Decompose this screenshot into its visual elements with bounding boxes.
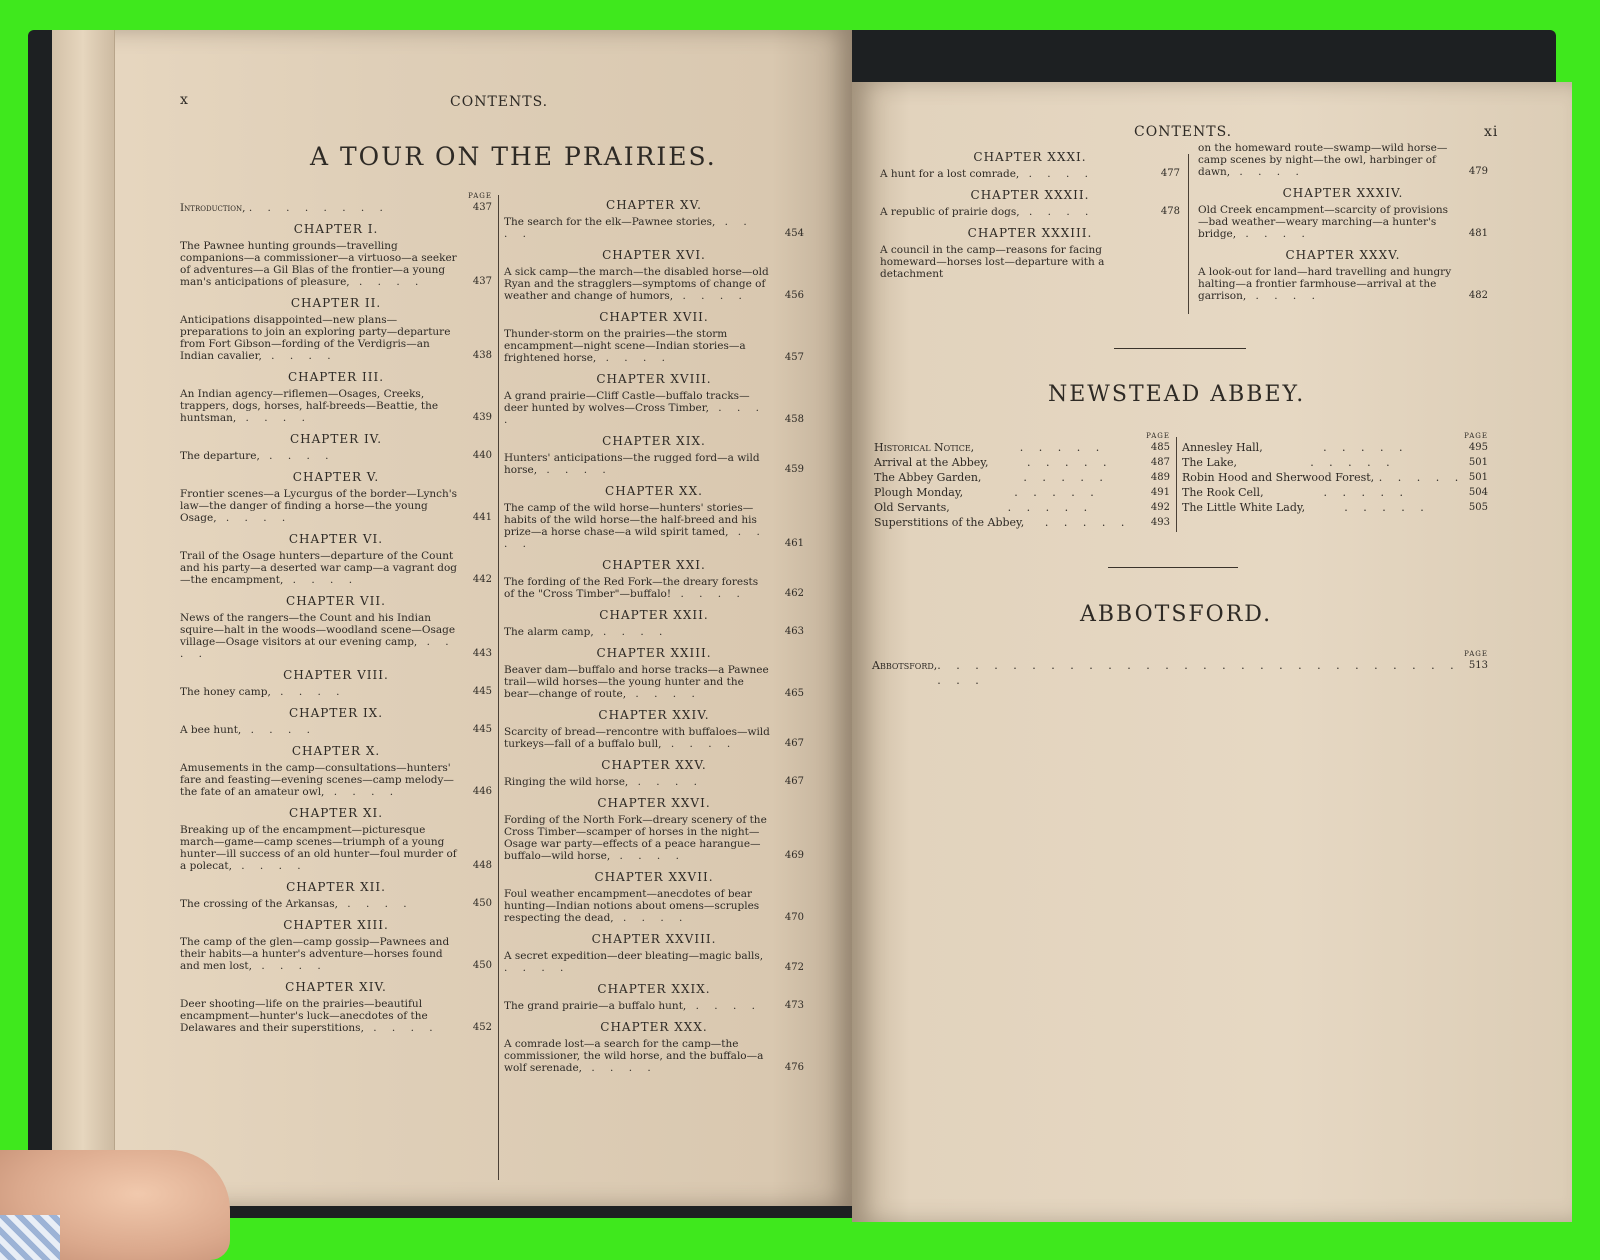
entry-label: Historical Notice, xyxy=(874,441,975,454)
chapter-entry xyxy=(180,669,492,698)
page-ref: 458 xyxy=(784,414,804,425)
chapter-entry xyxy=(180,881,492,910)
summary-text: News of the rangers—the Count and his Indian squire—halt in the woods—woodland scene—Osage village—Osage visitors at our evening camp, xyxy=(180,612,456,648)
chapter-heading: CHAPTER XXXIV. xyxy=(1282,186,1404,200)
chapter-summary: The camp of the wild horse—hunters' stories—habits of the wild horse—the half-breed and his prize—a horse chase—a wild spirit tamed, . . . . 461 xyxy=(504,502,804,550)
section-rule-1 xyxy=(1114,348,1246,349)
intro-entry: Introduction, . . . . . . . . 437 xyxy=(180,202,492,214)
summary-text: A hunt for a lost comrade, xyxy=(880,168,1020,180)
page-ref: 478 xyxy=(1160,206,1180,217)
page-ref: 456 xyxy=(784,290,804,301)
contents-column-1 xyxy=(180,190,492,1034)
chapter-heading: CHAPTER XXI. xyxy=(602,558,706,572)
chapter-heading: CHAPTER XIX. xyxy=(602,434,706,448)
chapter-summary: A bee hunt, . . . . 445 xyxy=(180,724,492,736)
summary-text: Trail of the Osage hunters—departure of the Count and his party—a deserted war camp—a vagrant dog—the encampment, xyxy=(180,550,458,586)
chapter-summary: The Pawnee hunting grounds—travelling companions—a commissioner—a virtuoso—a seeker of adventures—a Gil Blas of the frontier—a young man's anticipations of pleasure, . . . . 437 xyxy=(180,240,492,288)
page-edges xyxy=(52,30,115,1206)
entry-label: Plough Monday, xyxy=(874,486,964,499)
chapter-heading: CHAPTER XXXI. xyxy=(973,150,1087,164)
index-entry: The Lake, . . . . . 501 xyxy=(1182,456,1488,469)
page-ref: 450 xyxy=(472,898,492,909)
summary-text: Deer shooting—life on the prairies—beautiful encampment—hunter's luck—anecdotes of the Delawares and their superstitions, xyxy=(180,998,428,1034)
chapter-summary: News of the rangers—the Count and his Indian squire—halt in the woods—woodland scene—Osage village—Osage visitors at our evening camp, . . . . 443 xyxy=(180,612,492,660)
chapter-heading: CHAPTER VIII. xyxy=(283,668,389,682)
intro-label: Introduction, xyxy=(180,202,246,214)
column-divider-right xyxy=(1188,154,1189,314)
summary-text: Thunder-storm on the prairies—the storm encampment—night scene—Indian stories—a frightened horse, xyxy=(504,328,746,364)
entry-page: 513 xyxy=(1468,660,1488,671)
contents-column-3 xyxy=(880,142,1180,280)
chapter-summary: A hunt for a lost comrade, . . . . 477 xyxy=(880,168,1180,180)
chapter-summary: Thunder-storm on the prairies—the storm encampment—night scene—Indian stories—a frightened horse, . . . . 457 xyxy=(504,328,804,364)
page-ref: 445 xyxy=(472,724,492,735)
page-ref: 461 xyxy=(784,538,804,549)
entry-page: 492 xyxy=(1150,502,1170,513)
page-ref: 482 xyxy=(1468,290,1488,301)
entry-page: 501 xyxy=(1468,457,1488,468)
chapter-summary: Anticipations disappointed—new plans—preparations to join an exploring party—departure from Fort Gibson—fording of the Verdigris—an Indian cavalier, . . . . 438 xyxy=(180,314,492,362)
chapter-entry xyxy=(504,797,804,862)
chapter-entry xyxy=(180,707,492,736)
chapter-summary: Old Creek encampment—scarcity of provisions—bad weather—weary marching—a hunter's bridge, . . . . 481 xyxy=(1198,204,1488,240)
chapter-entry xyxy=(180,919,492,972)
chapter-summary: An Indian agency—riflemen—Osages, Creeks, trappers, dogs, horses, half-breeds—Beattie, the huntsman, . . . . 439 xyxy=(180,388,492,424)
column-divider xyxy=(498,195,499,1180)
newstead-left-list xyxy=(874,432,1170,530)
chapter-heading: CHAPTER IX. xyxy=(288,706,384,720)
index-entry: Superstitions of the Abbey, . . . . . 493 xyxy=(874,516,1170,529)
page-ref: 476 xyxy=(784,1062,804,1073)
chapter-heading: CHAPTER XXV. xyxy=(601,758,707,772)
entry-label: Abbotsford, xyxy=(872,659,938,672)
entry-label: Arrival at the Abbey, xyxy=(874,456,989,469)
newstead-divider xyxy=(1176,437,1177,532)
left-page xyxy=(52,30,852,1206)
chapter-entry xyxy=(180,433,492,462)
chapter-summary: Ringing the wild horse, . . . . 467 xyxy=(504,776,804,788)
entry-page: 505 xyxy=(1468,502,1488,513)
chapter-entry xyxy=(504,559,804,600)
page-ref: 457 xyxy=(784,352,804,363)
page-ref: 443 xyxy=(472,648,492,659)
chapter-entry xyxy=(504,709,804,750)
chapter-summary: Foul weather encampment—anecdotes of bear hunting—Indian notions about omens—scruples respecting the dead, . . . . 470 xyxy=(504,888,804,924)
page-ref: 445 xyxy=(472,686,492,697)
chapter-summary: A comrade lost—a search for the camp—the commissioner, the wild horse, and the buffalo—a wolf serenade, . . . . 476 xyxy=(504,1038,804,1074)
chapter-summary: The honey camp, . . . . 445 xyxy=(180,686,492,698)
page-ref: 459 xyxy=(784,464,804,475)
page-ref: 473 xyxy=(784,1000,804,1011)
summary-text: Foul weather encampment—anecdotes of bear hunting—Indian notions about omens—scruples respecting the dead, xyxy=(504,888,760,924)
chapter-entry xyxy=(504,1021,804,1074)
entry-label: The Rook Cell, xyxy=(1182,486,1264,499)
chapter-summary: Scarcity of bread—rencontre with buffaloes—wild turkeys—fall of a buffalo bull, . . . . 467 xyxy=(504,726,804,750)
chapter-summary xyxy=(880,244,1180,280)
right-page xyxy=(852,82,1572,1222)
summary-text: The honey camp, xyxy=(180,686,271,698)
chapter-entry xyxy=(880,189,1180,218)
page-ref: 469 xyxy=(784,850,804,861)
section-title: A TOUR ON THE PRAIRIES. xyxy=(310,142,717,171)
summary-text: The fording of the Red Fork—the dreary forests of the "Cross Timber"—buffalo! xyxy=(504,576,759,600)
chapter-summary: The grand prairie—a buffalo hunt, . . . . 473 xyxy=(504,1000,804,1012)
chapter-entry xyxy=(504,609,804,638)
index-entry: The Little White Lady, . . . . . 505 xyxy=(1182,501,1488,514)
chapter-heading: CHAPTER II. xyxy=(290,296,382,310)
chapter-list-3 xyxy=(880,151,1180,280)
chapter-heading: CHAPTER XXIX. xyxy=(597,982,711,996)
page-ref: 452 xyxy=(472,1022,492,1033)
page-ref: 450 xyxy=(472,960,492,971)
entry-label: The Lake, xyxy=(1182,456,1237,469)
chapter-heading: CHAPTER V. xyxy=(292,470,380,484)
chapter-heading: CHAPTER XVI. xyxy=(602,248,706,262)
index-entry: Robin Hood and Sherwood Forest, . . . . . 501 xyxy=(1182,471,1488,484)
chapter-heading: CHAPTER XXXIII. xyxy=(967,226,1093,240)
running-head-right: CONTENTS. xyxy=(1134,124,1233,140)
entry-label: The Abbey Garden, xyxy=(874,471,982,484)
summary-text: Hunters' anticipations—the rugged ford—a wild horse, xyxy=(504,452,760,476)
chapter-summary: on the homeward route—swamp—wild horse—camp scenes by night—the owl, harbinger of dawn, . . . . 479 xyxy=(1198,142,1488,178)
page-ref: 481 xyxy=(1468,228,1488,239)
running-head: CONTENTS. xyxy=(450,94,549,110)
index-entry: Plough Monday, . . . . . 491 xyxy=(874,486,1170,499)
chapter-summary: Amusements in the camp—consultations—hunters' fare and feasting—evening scenes—camp melody—the fate of an amateur owl, . . . . 446 xyxy=(180,762,492,798)
entry-page: 501 xyxy=(1468,472,1488,483)
summary-text: Amusements in the camp—consultations—hunters' fare and feasting—evening scenes—camp melody—the fate of an amateur owl, xyxy=(180,762,454,798)
chapter-entry xyxy=(504,871,804,924)
chapter-summary: The departure, . . . . 440 xyxy=(180,450,492,462)
chapter-heading: CHAPTER XXXII. xyxy=(970,188,1090,202)
contents-column-2 xyxy=(504,190,804,1074)
section-rule-2 xyxy=(1108,567,1238,568)
chapter-heading: CHAPTER I. xyxy=(293,222,379,236)
chapter-heading: CHAPTER XXVIII. xyxy=(591,932,717,946)
chapter-entry xyxy=(880,227,1180,280)
chapter-entry xyxy=(180,533,492,586)
page-ref: 467 xyxy=(784,776,804,787)
index-entry: Old Servants, . . . . . 492 xyxy=(874,501,1170,514)
chapter-summary: Deer shooting—life on the prairies—beautiful encampment—hunter's luck—anecdotes of the Delawares and their superstitions, . . . . 452 xyxy=(180,998,492,1034)
chapter-heading: CHAPTER VI. xyxy=(288,532,384,546)
page-label: PAGE xyxy=(468,192,492,200)
index-entry: Arrival at the Abbey, . . . . . 487 xyxy=(874,456,1170,469)
chapter-heading: CHAPTER XVII. xyxy=(599,310,709,324)
page-ref: 472 xyxy=(784,962,804,973)
chapter-entry xyxy=(180,595,492,660)
page-label: PAGE xyxy=(1146,432,1170,440)
page-label: PAGE xyxy=(1464,650,1488,658)
summary-text: The crossing of the Arkansas, xyxy=(180,898,338,910)
chapter-list-2 xyxy=(504,199,804,1074)
intro-page: 437 xyxy=(472,202,492,213)
page-ref: 441 xyxy=(472,512,492,523)
summary-text: A comrade lost—a search for the camp—the commissioner, the wild horse, and the buffalo—a wolf serenade, xyxy=(504,1038,764,1074)
newstead-right-list xyxy=(1182,432,1488,515)
abbotsford-list xyxy=(872,650,1488,688)
chapter-entry xyxy=(1198,187,1488,240)
chapter-summary: The alarm camp, . . . . 463 xyxy=(504,626,804,638)
entry-label: Annesley Hall, xyxy=(1182,441,1263,454)
summary-text: A secret expedition—deer bleating—magic balls, xyxy=(504,950,764,962)
summary-text: An Indian agency—riflemen—Osages, Creeks, trappers, dogs, horses, half-breeds—Beattie, the huntsman, xyxy=(180,388,439,424)
summary-text: Frontier scenes—a Lycurgus of the border—Lynch's law—the danger of finding a horse—the young Osage, xyxy=(180,488,458,524)
chapter-summary: The camp of the glen—camp gossip—Pawnees and their habits—a hunter's adventure—horses found and men lost, . . . . 450 xyxy=(180,936,492,972)
summary-text: The search for the elk—Pawnee stories, xyxy=(504,216,716,228)
chapter-summary: Hunters' anticipations—the rugged ford—a wild horse, . . . . 459 xyxy=(504,452,804,476)
summary-text: The camp of the glen—camp gossip—Pawnees and their habits—a hunter's adventure—horses found and men lost, xyxy=(180,936,450,972)
page-label: PAGE xyxy=(1464,432,1488,440)
chapter-summary: A secret expedition—deer bleating—magic balls, . . . . 472 xyxy=(504,950,804,974)
abbotsford-entry: Abbotsford, . . . . . . . . . . . . . . . . . . . . . . . . . . . . . . . 513 xyxy=(872,659,1488,687)
chapter-summary: Breaking up of the encampment—picturesque march—game—camp scenes—triumph of a young hunter—ill success of an old hunter—foul murder of a polecat, . . . . 448 xyxy=(180,824,492,872)
entry-page: 491 xyxy=(1150,487,1170,498)
page-ref: 454 xyxy=(784,228,804,239)
summary-text: A grand prairie—Cliff Castle—buffalo tracks—deer hunted by wolves—Cross Timber, xyxy=(504,390,750,414)
page-ref: 438 xyxy=(472,350,492,361)
summary-text: Ringing the wild horse, xyxy=(504,776,629,788)
chapter-entry xyxy=(504,759,804,788)
page-ref: 463 xyxy=(784,626,804,637)
entry-page: 495 xyxy=(1468,442,1488,453)
chapter-entry xyxy=(504,199,804,240)
chapter-heading: CHAPTER VII. xyxy=(286,594,386,608)
chapter-heading: CHAPTER XII. xyxy=(286,880,386,894)
chapter-summary: Trail of the Osage hunters—departure of the Count and his party—a deserted war camp—a vagrant dog—the encampment, . . . . 442 xyxy=(180,550,492,586)
chapter-heading: CHAPTER XXVI. xyxy=(597,796,711,810)
page-ref: 440 xyxy=(472,450,492,461)
chapter-heading: CHAPTER XX. xyxy=(605,484,703,498)
summary-text: Scarcity of bread—rencontre with buffaloes—wild turkeys—fall of a buffalo bull, xyxy=(504,726,770,750)
page-ref: 470 xyxy=(784,912,804,923)
chapter-entry xyxy=(504,647,804,700)
summary-text: Beaver dam—buffalo and horse tracks—a Pawnee trail—wild horses—the young hunter and the bear—change of route, xyxy=(504,664,769,700)
entry-page: 493 xyxy=(1150,517,1170,528)
chapter-entry xyxy=(180,981,492,1034)
page-ref: 439 xyxy=(472,412,492,423)
abbotsford-title: ABBOTSFORD. xyxy=(1080,602,1273,627)
chapter-summary: Beaver dam—buffalo and horse tracks—a Pawnee trail—wild horses—the young hunter and the bear—change of route, . . . . 465 xyxy=(504,664,804,700)
chapter-heading: CHAPTER XV. xyxy=(606,198,702,212)
entry-page: 485 xyxy=(1150,442,1170,453)
entry-label: The Little White Lady, xyxy=(1182,501,1306,514)
page-ref: 442 xyxy=(472,574,492,585)
chapter-heading: CHAPTER XIII. xyxy=(283,918,389,932)
chapter-entry xyxy=(504,435,804,476)
chapter-entry xyxy=(1198,249,1488,302)
summary-text: The grand prairie—a buffalo hunt, xyxy=(504,1000,687,1012)
chapter-summary: The fording of the Red Fork—the dreary forests of the "Cross Timber"—buffalo! . . . . 462 xyxy=(504,576,804,600)
page-ref: 467 xyxy=(784,738,804,749)
index-entry: Annesley Hall, . . . . . 495 xyxy=(1182,441,1488,454)
summary-text: A bee hunt, xyxy=(180,724,242,736)
chapter-summary: Fording of the North Fork—dreary scenery of the Cross Timber—scamper of horses in the night—Osage war party—effects of a peace harangue—buffalo—wild horse, . . . . 469 xyxy=(504,814,804,862)
chapter-list-1 xyxy=(180,223,492,1034)
page-ref: 465 xyxy=(784,688,804,699)
chapter-entry xyxy=(880,151,1180,180)
chapter-entry xyxy=(504,933,804,974)
chapter-heading: CHAPTER XXVII. xyxy=(594,870,714,884)
chapter-heading: CHAPTER IV. xyxy=(289,432,383,446)
page-ref: 437 xyxy=(472,276,492,287)
chapter-summary: A look-out for land—hard travelling and hungry halting—a frontier farmhouse—arrival at the garrison, . . . . 482 xyxy=(1198,266,1488,302)
chapter-entry xyxy=(180,223,492,288)
index-entry: Historical Notice, . . . . . 485 xyxy=(874,441,1170,454)
chapter-heading: CHAPTER XXII. xyxy=(599,608,709,622)
newstead-title: NEWSTEAD ABBEY. xyxy=(1048,382,1306,407)
chapter-entry xyxy=(180,807,492,872)
page-ref: 479 xyxy=(1468,166,1488,177)
chapter-entry xyxy=(504,311,804,364)
summary-text: Fording of the North Fork—dreary scenery of the Cross Timber—scamper of horses in the night—Osage war party—effects of a peace harangue—buffalo—wild horse, xyxy=(504,814,767,862)
summary-text: The Pawnee hunting grounds—travelling companions—a commissioner—a virtuoso—a seeker of adventures—a Gil Blas of the frontier—a young man's anticipations of pleasure, xyxy=(180,240,457,288)
chapter-summary: A republic of prairie dogs, . . . . 478 xyxy=(880,206,1180,218)
chapter-summary: A grand prairie—Cliff Castle—buffalo tracks—deer hunted by wolves—Cross Timber, . . . . 458 xyxy=(504,390,804,426)
chapter-heading: CHAPTER XXX. xyxy=(600,1020,708,1034)
chapter-entry xyxy=(504,983,804,1012)
summary-text: A republic of prairie dogs, xyxy=(880,206,1020,218)
sleeve-cuff xyxy=(0,1215,60,1260)
page-ref: 446 xyxy=(472,786,492,797)
chapter-summary: Frontier scenes—a Lycurgus of the border—Lynch's law—the danger of finding a horse—the young Osage, . . . . 441 xyxy=(180,488,492,524)
chapter-heading: CHAPTER X. xyxy=(291,744,381,758)
chapter-entry xyxy=(504,373,804,426)
entry-label: Old Servants, xyxy=(874,501,950,514)
index-entry: The Abbey Garden, . . . . . 489 xyxy=(874,471,1170,484)
page-ref: 448 xyxy=(472,860,492,871)
index-entry: The Rook Cell, . . . . . 504 xyxy=(1182,486,1488,499)
summary-text: The camp of the wild horse—hunters' stories—habits of the wild horse—the half-breed and his prize—a horse chase—a wild spirit tamed, xyxy=(504,502,757,538)
summary-text: Anticipations disappointed—new plans—preparations to join an exploring party—departure from Fort Gibson—fording of the Verdigris—an Indian cavalier, xyxy=(180,314,451,362)
entry-label: Superstitions of the Abbey, xyxy=(874,516,1025,529)
chapter-heading: CHAPTER XXIII. xyxy=(596,646,712,660)
contents-column-4 xyxy=(1198,142,1488,302)
summary-text: Breaking up of the encampment—picturesque march—game—camp scenes—triumph of a young hunter—ill success of an old hunter—foul murder of a polecat, xyxy=(180,824,457,872)
chapter-heading: CHAPTER XVIII. xyxy=(596,372,712,386)
chapter-heading: CHAPTER III. xyxy=(287,370,385,384)
page-ref: 462 xyxy=(784,588,804,599)
chapter-entry xyxy=(504,249,804,302)
summary-text: A look-out for land—hard travelling and hungry halting—a frontier farmhouse—arrival at the garrison, xyxy=(1198,266,1452,302)
summary-text: The alarm camp, xyxy=(504,626,594,638)
entry-page: 489 xyxy=(1150,472,1170,483)
page-ref: 477 xyxy=(1160,168,1180,179)
chapter-entry xyxy=(180,745,492,798)
chapter-entry xyxy=(180,371,492,424)
entry-page: 504 xyxy=(1468,487,1488,498)
chapter-heading: CHAPTER XI. xyxy=(288,806,384,820)
chapter-entry xyxy=(1198,142,1488,178)
chapter-summary: The crossing of the Arkansas, . . . . 450 xyxy=(180,898,492,910)
entry-label: Robin Hood and Sherwood Forest, xyxy=(1182,471,1375,484)
page-number: x xyxy=(180,92,189,108)
chapter-entry xyxy=(180,471,492,524)
chapter-entry xyxy=(504,485,804,550)
summary-text: Old Creek encampment—scarcity of provisions—bad weather—weary marching—a hunter's bridge, xyxy=(1198,204,1449,240)
chapter-heading: CHAPTER XXIV. xyxy=(598,708,710,722)
summary-text: The departure, xyxy=(180,450,260,462)
summary-text: A sick camp—the march—the disabled horse—old Ryan and the stragglers—symptoms of change of weather and change of humors, xyxy=(504,266,769,302)
page-number-right: xi xyxy=(1484,124,1499,140)
summary-text: on the homeward route—swamp—wild horse—camp scenes by night—the owl, harbinger of dawn, xyxy=(1198,142,1448,178)
chapter-heading: CHAPTER XIV. xyxy=(285,980,387,994)
chapter-entry xyxy=(180,297,492,362)
chapter-list-4 xyxy=(1198,142,1488,302)
chapter-summary: A sick camp—the march—the disabled horse—old Ryan and the stragglers—symptoms of change of weather and change of humors, . . . . 456 xyxy=(504,266,804,302)
chapter-heading: CHAPTER XXXV. xyxy=(1285,248,1401,262)
chapter-summary: The search for the elk—Pawnee stories, . . . . 454 xyxy=(504,216,804,240)
summary-text: A council in the camp—reasons for facing homeward—horses lost—departure with a detachment xyxy=(880,244,1105,280)
entry-page: 487 xyxy=(1150,457,1170,468)
